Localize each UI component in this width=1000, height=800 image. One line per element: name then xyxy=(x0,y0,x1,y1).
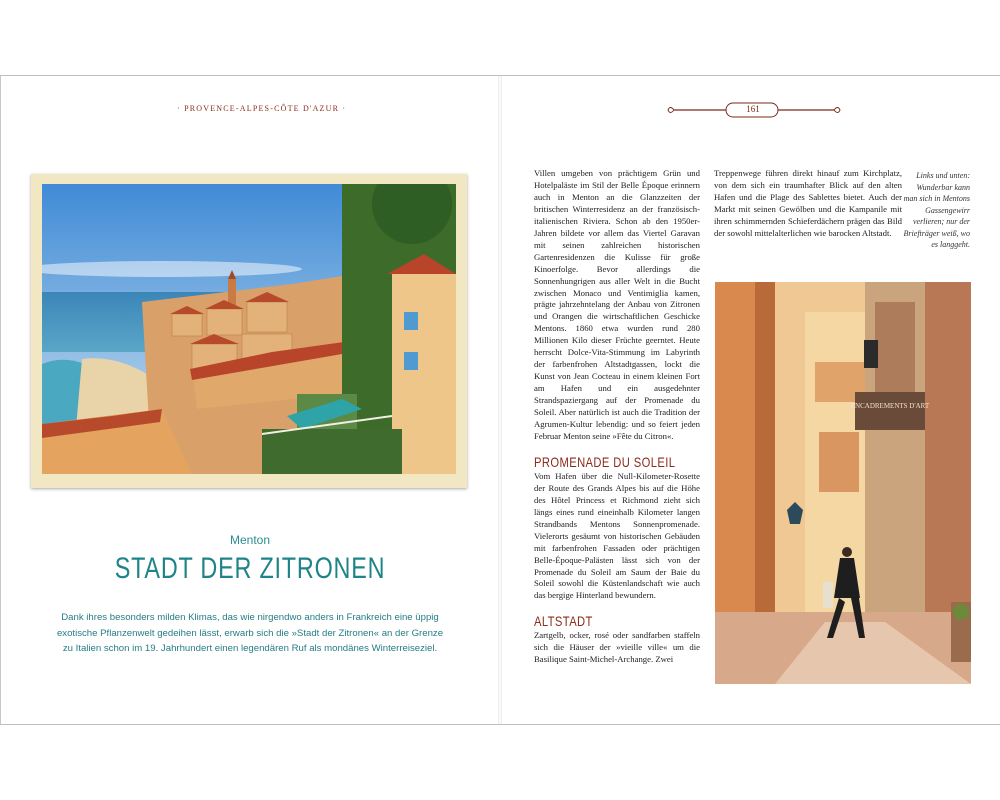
left-page xyxy=(0,76,499,724)
text-column-1 xyxy=(534,168,700,666)
shop-sign: ENCADREMENTS D'ART xyxy=(850,402,930,410)
menton-photo-frame xyxy=(31,174,467,488)
book-spread xyxy=(0,75,1000,725)
section-heading-promenade: PROMENADE DU SOLEIL xyxy=(534,453,676,470)
body-paragraph: Vom Hafen über die Null-Kilometer-Rosette der Route des Grands Alpes bis auf die Höhe des Hôtel Princess et Richmond zieht sich längs eines rund eineinhalb Kilometer langen Strandbands Mentons Sonnenpromenade. Vielerorts gesäumt von historischen Gebäuden mit farbenfrohen Fassaden oder prächtigen Belle-Époque-Palästen lässt sich von der Promenade du Soleil am Saum der Baie du Soleil sowohl die Küstenlandschaft wie auch das bergige Hinterland bewundern. xyxy=(534,470,700,601)
body-paragraph: Villen umgeben von prächtigem Grün und Hotelpaläste im Stil der Belle Époque erinnern auch in Menton an die Glanzzeiten der britischen Winterresidenz an der französisch-italienischen Riviera. Schon ab den 1950er-Jahren bildete vor allem das Viertel Garavan mit seinen zahlreichen historischen Gartenresidenzen die Kulisse für große Kinoerfolge. Bevor allerdings die Sonnenhungrigen aus aller Welt in die Bucht zwischen Monaco und Ventimiglia kamen, prägte jahrzehntelang der Anbau von Zitronen und Orangen die wirtschaftlichen Geschicke Mentons. 1860 etwa wurden rund 280 Millionen Kilo dieser Früchte geerntet. Heute herrscht Dolce-Vita-Stimmung im Labyrinth der farbenfrohen Altstadtgassen, lockt die Kunst von Jean Cocteau in einem kleinen Fort am Hafen und ein ausgedehnter Strandspaziergang auf der Promenade du Soleil. Aber natürlich ist auch die Tradition der Agrumen-Kultur lebendig: und so feiert jeden Februar Menton seine »Fête du Citron«. xyxy=(534,168,700,441)
city-label: Menton xyxy=(229,533,271,547)
right-page xyxy=(502,76,1000,724)
intro-paragraph: Dank ihres besonders milden Klimas, das wie nirgendwo anders in Frankreich eine üppig exotische Pflanzenwelt gedeihen lässt, erwarb sich die »Stadt der Zitronen« an der Grenze zu Italien schon im 19. Jahrhundert einen legendären Ruf als mondänes Winterreiseziel. xyxy=(56,612,444,654)
old-town-alley-photo xyxy=(715,282,971,684)
body-paragraph: Zartgelb, ocker, rosé oder sandfarben staffeln sich die Häuser der »vieille ville« um die Basilique Saint-Michel-Archange. Zwei xyxy=(534,630,700,665)
text-column-2 xyxy=(714,168,902,240)
menton-coast-photo xyxy=(42,184,456,474)
body-paragraph: Treppenwege führen direkt hinauf zum Kirchplatz, von dem sich ein traumhafter Blick auf den alten Hafen und die Plage des Sablettes bietet. Auch der Markt mit seinen Gewölben und die Kampanile mit ihren schimmernden Schieferdächern prägen das Bild der sowohl mittelalterlichen wie barocken Altstadt. xyxy=(714,168,902,238)
running-head: · PROVENCE-ALPES-CÔTE D'AZUR · xyxy=(177,104,347,113)
photo-caption: Links und unten: Wunderbar kann man sich in Mentons Gassengewirr verlieren; nur der Briefträger weiß, wo es langgeht. xyxy=(903,171,970,249)
page-number: 161 xyxy=(746,104,760,114)
section-heading-altstadt: ALTSTADT xyxy=(534,613,593,630)
chapter-title: STADT DER ZITRONEN xyxy=(114,552,386,585)
